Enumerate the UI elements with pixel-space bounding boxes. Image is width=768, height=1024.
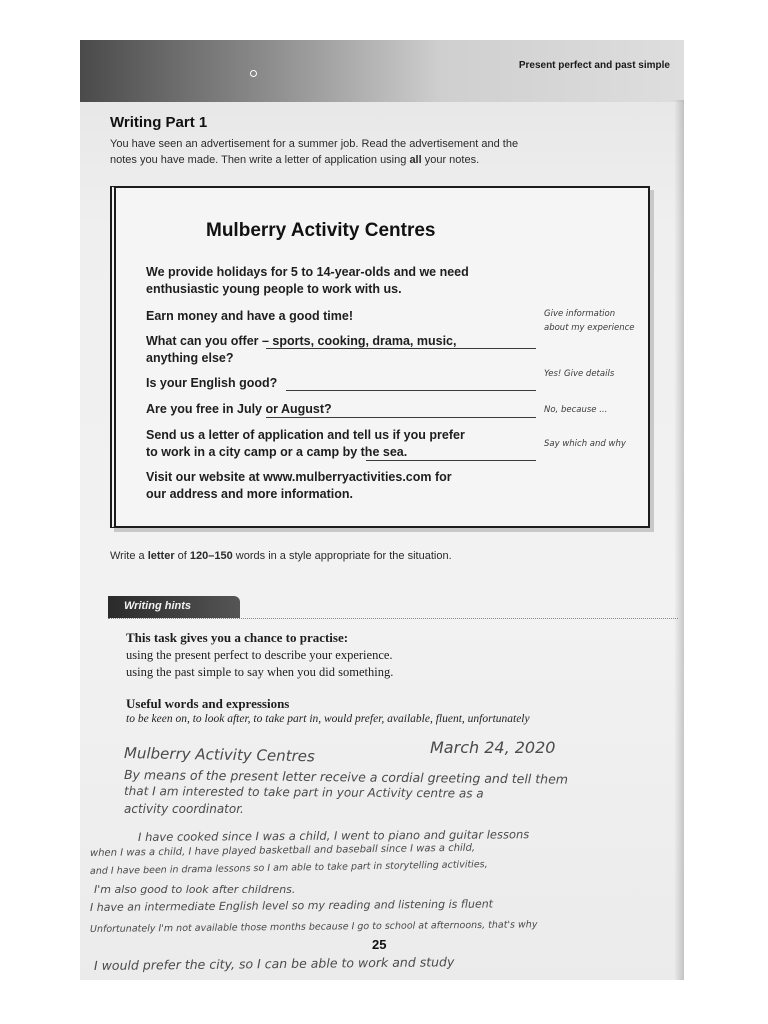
margin-note: about my experience: [544, 323, 635, 333]
advert-line: our address and more information.: [146, 487, 353, 501]
handwritten-line: I'm also good to look after childrens.: [94, 883, 296, 896]
pen-underline: [266, 348, 536, 349]
pen-underline: [266, 417, 536, 418]
handwritten-heading: Mulberry Activity Centres: [123, 744, 315, 766]
hints-point: using the past simple to say when you did something.: [126, 665, 394, 679]
margin-note: Give information: [544, 309, 616, 319]
handwritten-line: By means of the present letter receive a cordial greeting and tell them: [123, 767, 569, 787]
advert-title: Mulberry Activity Centres: [206, 220, 436, 241]
handwritten-line: Unfortunately I'm not available those months because I go to school at afternoons, that's why: [89, 919, 538, 935]
handwritten-date: March 24, 2020: [430, 738, 556, 757]
margin-note: No, because ...: [544, 405, 608, 415]
hints-divider: [108, 618, 678, 619]
advert-line: Is your English good?: [146, 376, 278, 390]
photographed-page: [80, 40, 684, 980]
handwritten-line: and I have been in drama lessons so I am able to take part in storytelling activities,: [89, 859, 488, 877]
punch-hole: [250, 70, 257, 77]
handwritten-line: I would prefer the city, so I can be able to work and study: [93, 954, 455, 973]
useful-list: to be keen on, to look after, to take part in, would prefer, available, fluent, unfortunately: [126, 713, 530, 725]
hints-point: using the present perfect to describe your experience.: [126, 648, 393, 662]
page-edge-shadow: [674, 100, 684, 980]
advert-line: What can you offer – sports, cooking, drama, music,: [146, 334, 457, 348]
hints-lead: This task gives you a chance to practise:: [126, 630, 349, 645]
advert-line: Visit our website at www.mulberryactivities.com for: [146, 470, 452, 484]
margin-note: Say which and why: [544, 439, 626, 449]
handwritten-line: activity coordinator.: [124, 802, 244, 816]
advert-line: Send us a letter of application and tell us if you prefer: [146, 428, 465, 442]
advert-line: anything else?: [146, 351, 234, 365]
advert-line: to work in a city camp or a camp by the sea.: [146, 445, 408, 459]
handwritten-line: I have cooked since I was a child, I went to piano and guitar lessons: [137, 827, 530, 844]
section-intro: [110, 136, 590, 168]
intro-line-1: You have seen an advertisement for a summer job. Read the advertisement and the: [110, 138, 519, 150]
handwritten-line: that I am interested to take part in your Activity centre as a: [123, 784, 484, 801]
section-title: Writing Part 1: [110, 114, 208, 131]
advertisement-box: [110, 186, 650, 528]
advert-line: Are you free in July or August?: [146, 402, 332, 416]
task-instruction: Write a letter of 120–150 words in a style appropriate for the situation.: [110, 550, 452, 562]
pen-underline: [366, 460, 536, 461]
useful-heading: Useful words and expressions: [126, 696, 290, 711]
page-number: 25: [372, 937, 387, 952]
intro-line-2: notes you have made. Then write a letter of application using all your notes.: [110, 154, 480, 166]
handwritten-line: when I was a child, I have played basketball and baseball since I was a child,: [89, 842, 476, 859]
margin-note: Yes! Give details: [544, 369, 615, 379]
advert-line: Earn money and have a good time!: [146, 309, 353, 323]
writing-hints-tab: Writing hints: [108, 596, 240, 618]
running-header: Present perfect and past simple: [518, 60, 670, 71]
page-top-shadow: [80, 40, 684, 102]
pen-underline: [286, 390, 536, 391]
handwritten-line: I have an intermediate English level so my reading and listening is fluent: [89, 897, 494, 914]
advert-line: enthusiastic young people to work with us.: [146, 282, 402, 296]
advert-line: We provide holidays for 5 to 14-year-olds and we need: [146, 265, 469, 279]
